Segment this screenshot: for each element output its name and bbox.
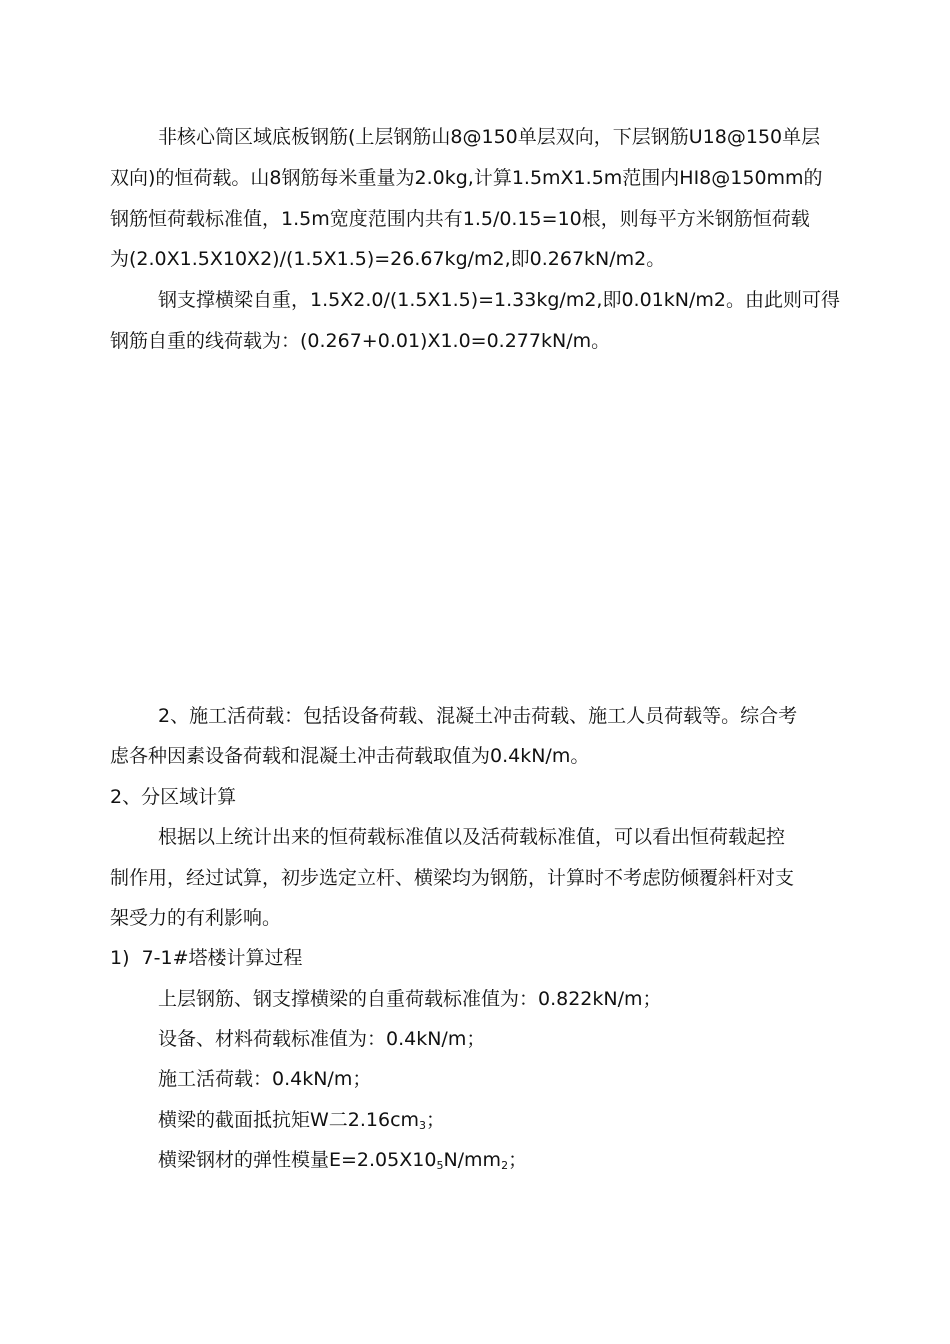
- para3-line1: 2、施工活荷载：包括设备荷载、混凝土冲击荷载、施工人员荷载等。综合考: [158, 705, 798, 727]
- elastic-modulus-end: ；: [508, 1149, 528, 1171]
- section-modulus-line: [158, 1108, 445, 1138]
- para2-line2: 钢筋自重的线荷载为：(0.267+0.01)X1.0=0.277kN/m。: [110, 330, 611, 352]
- para1-line1: 非核心筒区域底板钢筋(上层钢筋山8@150单层双向，下层钢筋U18@150单层: [158, 126, 821, 148]
- para1-line4: 为(2.0X1.5X10X2)/(1.5X1.5)=26.67kg/m2,即0.267kN/m2。: [110, 248, 666, 270]
- para4-line1: 根据以上统计出来的恒荷载标准值以及活荷载标准值，可以看出恒荷载起控: [158, 826, 786, 848]
- load-item-self-weight: 上层钢筋、钢支撑横梁的自重荷载标准值为：0.822kN/m；: [158, 988, 662, 1010]
- para2-line1: 钢支撑横梁自重，1.5X2.0/(1.5X1.5)=1.33kg/m2,即0.01kN/m2。由此则可得: [158, 289, 840, 311]
- para1-line3: 钢筋恒荷载标准值，1.5m宽度范围内共有1.5/0.15=10根，则每平方米钢筋恒荷载: [110, 208, 810, 230]
- para3-line2: 虑各种因素设备荷载和混凝土冲击荷载取值为0.4kN/m。: [110, 745, 590, 767]
- load-item-equipment: 设备、材料荷载标准值为：0.4kN/m；: [158, 1028, 486, 1050]
- elastic-modulus-unit: N/mm: [443, 1149, 502, 1171]
- subsection-heading: 1) 7-1#塔楼计算过程: [110, 947, 303, 969]
- elastic-modulus-unit-exponent: 2: [501, 1159, 509, 1172]
- para4-line2: 制作用，经过试算，初步选定立杆、横梁均为钢筋，计算时不考虑防倾覆斜杆对支: [110, 867, 795, 889]
- elastic-modulus-text: 横梁钢材的弹性模量E=2.05X10: [158, 1149, 437, 1171]
- elastic-modulus-line: [158, 1148, 527, 1178]
- section-modulus-end: ；: [426, 1109, 446, 1131]
- elastic-modulus-exponent: 5: [436, 1159, 444, 1172]
- section-modulus-text: 横梁的截面抵抗矩W二2.16cm: [158, 1109, 420, 1131]
- para1-line2: 双向)的恒荷载。山8钢筋每米重量为2.0kg,计算1.5mX1.5m范围内HI8@150mm的: [110, 167, 823, 189]
- load-item-construction-live: 施工活荷载：0.4kN/m；: [158, 1068, 372, 1090]
- section-heading: 2、分区域计算: [110, 786, 237, 808]
- section-modulus-exponent: 3: [419, 1119, 427, 1132]
- para4-line3: 架受力的有利影响。: [110, 907, 282, 929]
